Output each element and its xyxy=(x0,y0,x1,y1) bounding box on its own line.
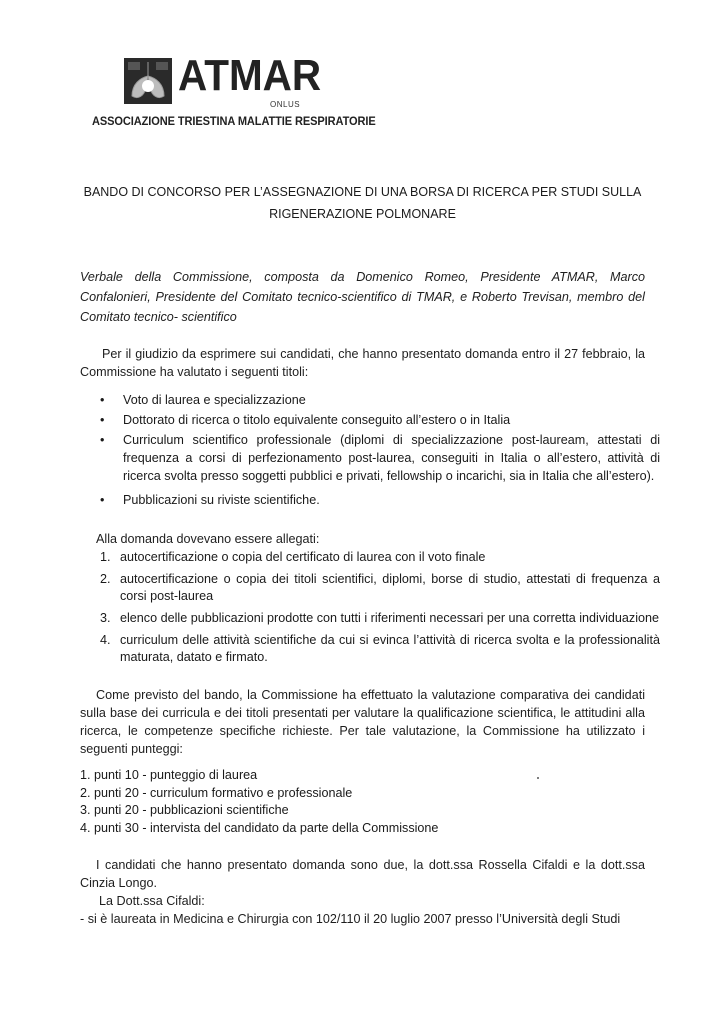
logo-association-name: ASSOCIAZIONE TRIESTINA MALATTIE RESPIRATORIE xyxy=(92,116,376,128)
list-item: • Curriculum scientifico professionale (diplomi di specializzazione post-lauream, attestati di frequenza a corsi di perfezionamento post-laurea, conseguiti in Italia o all’estero, attività di ricerca svolta presso soggetti pubblici e privati, fellowship o incarichi, sia in Italia che all’estero). xyxy=(100,433,660,483)
bullet-icon: • xyxy=(100,433,105,447)
list-item: 4. curriculum delle attività scientifiche da cui si evinca l’attività di ricerca svolta e la professionalità maturata, datato e firmato. xyxy=(100,633,660,664)
evaluation-paragraph: Come previsto del bando, la Commissione ha effettuato la valutazione comparativa dei candidati sulla base dei curricula e dei titoli presentati per valutare la qualificazione scientifica, le attitudini alla ricerca, le competenze specifiche richieste. Per tale valutazione, la Commissione ha utilizzato i seguenti punteggi: xyxy=(80,688,645,756)
atmar-logo xyxy=(92,46,376,138)
logo-onlus: ONLUS xyxy=(270,100,301,109)
document-title xyxy=(80,181,645,225)
list-item: 3. punti 20 - pubblicazioni scientifiche xyxy=(80,803,289,817)
lung-emblem-icon xyxy=(122,56,174,106)
title-line-1: BANDO DI CONCORSO PER L’ASSEGNAZIONE DI UNA BORSA DI RICERCA PER STUDI SULLA xyxy=(83,185,642,199)
bullet-icon: • xyxy=(100,493,105,507)
list-item: 2. autocertificazione o copia dei titoli scientifici, diplomi, borse di studio, attestati di frequenza a corsi post-laurea xyxy=(100,572,660,603)
list-item: • Pubblicazioni su riviste scientifiche. xyxy=(100,493,320,507)
commission-intro: Verbale della Commissione, composta da Domenico Romeo, Presidente ATMAR, Marco Confalonieri, Presidente del Comitato tecnico-scientifico di TMAR, e Roberto Trevisan, membro del Comitato tecnico- scientifico xyxy=(80,270,645,324)
bullet-icon: • xyxy=(100,393,105,407)
bullet-icon: • xyxy=(100,413,105,427)
list-item: • Voto di laurea e specializzazione xyxy=(100,393,306,407)
cifaldi-degree-line: - si è laureata in Medicina e Chirurgia con 102/110 il 20 luglio 2007 presso l’Università degli Studi xyxy=(80,912,621,926)
criteria-list xyxy=(100,391,660,515)
attachments-list xyxy=(100,549,660,671)
list-item: • Dottorato di ricerca o titolo equivalente conseguito all’estero o in Italia xyxy=(100,413,511,427)
attachments-intro: Alla domanda dovevano essere allegati: xyxy=(96,532,320,546)
list-item: 4. punti 30 - intervista del candidato da parte della Commissione xyxy=(80,820,439,835)
list-item: 1. punti 10 - punteggio di laurea xyxy=(80,768,258,782)
scores-list xyxy=(80,767,438,837)
criteria-intro: Per il giudizio da esprimere sui candidati, che hanno presentato domanda entro il 27 febbraio, la Commissione ha valutato i seguenti titoli: xyxy=(80,347,645,379)
list-item: 1. autocertificazione o copia del certificato di laurea con il voto finale xyxy=(100,550,486,564)
list-item: 2. punti 20 - curriculum formativo e professionale xyxy=(80,785,353,800)
title-line-2: RIGENERAZIONE POLMONARE xyxy=(269,207,456,221)
list-item: 3. elenco delle pubblicazioni prodotte con tutti i riferimenti necessari per una corretta individuazione xyxy=(100,611,660,625)
cifaldi-heading: La Dott.ssa Cifaldi: xyxy=(99,894,205,908)
candidates-paragraph: I candidati che hanno presentato domanda sono due, la dott.ssa Rossella Cifaldi e la dott.ssa Cinzia Longo. xyxy=(80,858,645,890)
scan-speck xyxy=(537,777,539,779)
logo-name: ATMAR xyxy=(178,51,322,100)
